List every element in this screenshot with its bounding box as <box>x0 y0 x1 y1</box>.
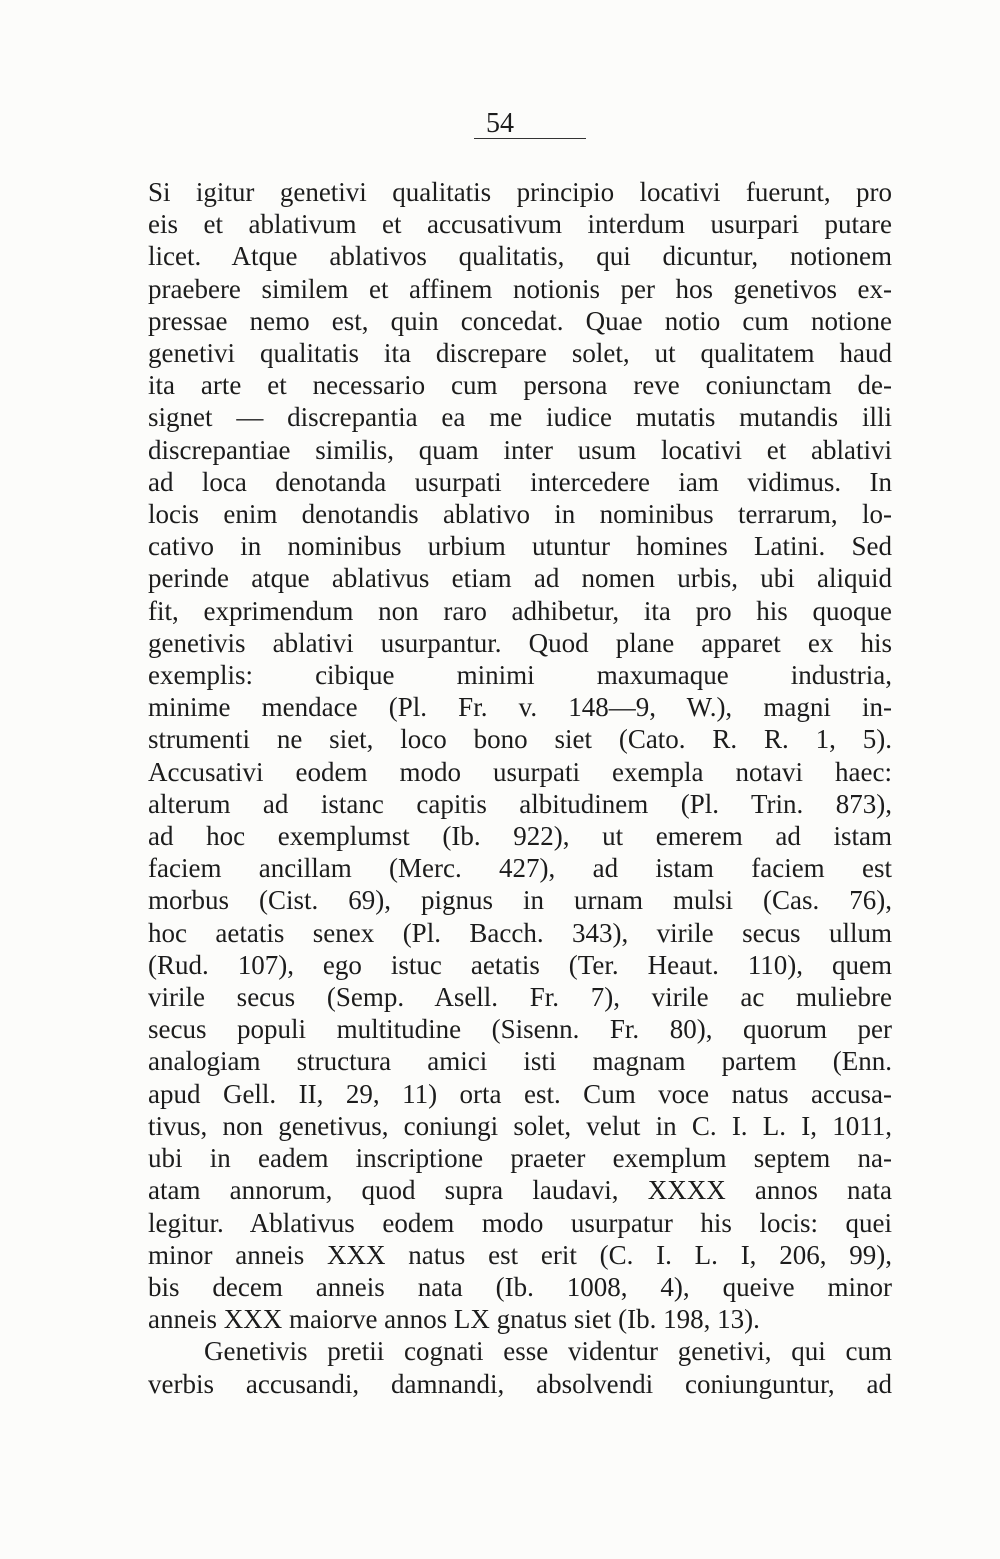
text-line: Genetivis pretii cognati esse videntur genetivi, qui cum <box>204 1336 892 1367</box>
text-line: genetivi qualitatis ita discrepare solet, ut qualitatem haud <box>148 338 892 369</box>
text-line: bis decem anneis nata (Ib. 1008, 4), queive minor <box>148 1271 892 1302</box>
text-line: ubi in eadem inscriptione praeter exemplum septem na- <box>148 1143 892 1174</box>
text-line: alterum ad istanc capitis albitudinem (Pl. Trin. 873), <box>148 788 892 819</box>
text-line: Accusativi eodem modo usurpati exempla notavi haec: <box>148 756 892 787</box>
header-rule <box>474 138 586 139</box>
text-line: hoc aetatis senex (Pl. Bacch. 343), virile secus ullum <box>148 917 892 948</box>
text-line: discrepantiae similis, quam inter usum locativi et ablativi <box>148 434 892 465</box>
text-line: perinde atque ablativus etiam ad nomen urbis, ubi aliquid <box>148 563 892 594</box>
text-line: cativo in nominibus urbium utuntur homines Latini. Sed <box>148 531 892 562</box>
text-line: fit, exprimendum non raro adhibetur, ita pro his quoque <box>148 595 892 626</box>
text-line: pressae nemo est, quin concedat. Quae notio cum notione <box>148 305 892 336</box>
text-line: licet. Atque ablativos qualitatis, qui dicuntur, notionem <box>148 241 892 272</box>
text-line: exemplis: cibique minimi maxumaque industria, <box>148 660 892 691</box>
text-line: ad loca denotanda usurpati intercedere iam vidimus. In <box>148 466 892 497</box>
text-line: analogiam structura amici isti magnam partem (Enn. <box>148 1046 892 1077</box>
text-line: ad hoc exemplumst (Ib. 922), ut emerem ad istam <box>148 821 892 852</box>
page-number: 54 <box>486 108 514 139</box>
text-line: atam annorum, quod supra laudavi, XXXX annos nata <box>148 1175 892 1206</box>
text-line: signet — discrepantia ea me iudice mutatis mutandis illi <box>148 402 892 433</box>
text-line: genetivis ablativi usurpantur. Quod plane apparet ex his <box>148 627 892 658</box>
body-text <box>148 176 892 1400</box>
text-line: (Rud. 107), ego istuc aetatis (Ter. Heaut. 110), quem <box>148 949 892 980</box>
text-line: Si igitur genetivi qualitatis principio locativi fuerunt, pro <box>148 177 892 207</box>
text-line: virile secus (Semp. Asell. Fr. 7), virile ac muliebre <box>148 982 892 1013</box>
text-line: legitur. Ablativus eodem modo usurpatur his locis: quei <box>148 1207 892 1238</box>
text-line: tivus, non genetivus, coniungi solet, velut in C. I. L. I, 1011, <box>148 1110 892 1141</box>
text-line: faciem ancillam (Merc. 427), ad istam faciem est <box>148 853 892 884</box>
text-line: minime mendace (Pl. Fr. v. 148—9, W.), magni in- <box>148 692 892 723</box>
text-line: apud Gell. II, 29, 11) orta est. Cum voce natus accusa- <box>148 1078 892 1109</box>
text-line: strumenti ne siet, loco bono siet (Cato. R. R. 1, 5). <box>148 724 892 755</box>
text-line: minor anneis XXX natus est erit (C. I. L. I, 206, 99), <box>148 1239 892 1270</box>
text-line: anneis XXX maiorve annos LX gnatus siet (Ib. 198, 13). <box>148 1304 760 1335</box>
text-line: verbis accusandi, damnandi, absolvendi coniunguntur, ad <box>148 1368 892 1399</box>
text-line: ita arte et necessario cum persona reve coniunctam de- <box>148 370 892 401</box>
text-line: eis et ablativum et accusativum interdum usurpari putare <box>148 209 892 240</box>
text-line: locis enim denotandis ablativo in nominibus terrarum, lo- <box>148 499 892 530</box>
text-line: morbus (Cist. 69), pignus in urnam mulsi (Cas. 76), <box>148 885 892 916</box>
text-line: praebere similem et affinem notionis per hos genetivos ex- <box>148 273 892 304</box>
text-line: secus populi multitudine (Sisenn. Fr. 80), quorum per <box>148 1014 892 1045</box>
